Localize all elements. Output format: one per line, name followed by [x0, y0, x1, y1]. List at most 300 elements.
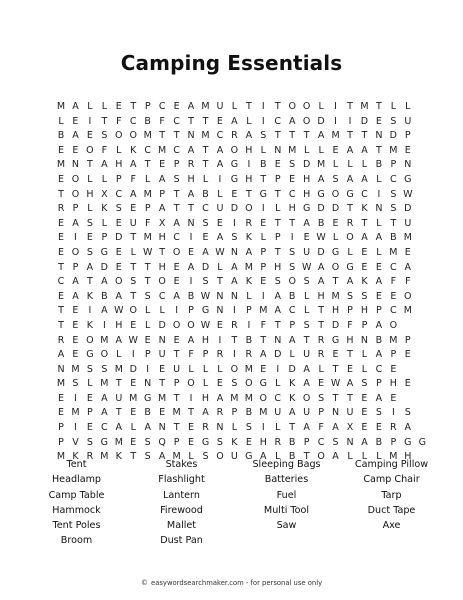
grid-letter: T [188, 115, 194, 127]
grid-letter: S [260, 130, 267, 142]
grid-letter: C [274, 392, 282, 404]
grid-letter: A [216, 232, 224, 244]
grid-letter: C [173, 144, 180, 156]
grid-letter: T [260, 334, 267, 346]
grid-letter: E [159, 159, 166, 171]
grid-letter: L [58, 115, 64, 127]
grid-letter: S [390, 203, 397, 215]
grid-letter: T [86, 159, 93, 171]
grid-letter: H [360, 305, 369, 317]
grid-letter: E [115, 101, 122, 112]
grid-letter: P [274, 232, 281, 244]
grid-letter: N [158, 422, 166, 434]
grid-letter: M [244, 392, 253, 404]
grid-letter: A [216, 159, 224, 171]
grid-letter: A [332, 422, 339, 434]
grid-letter: S [86, 436, 93, 448]
grid-letter: N [331, 407, 340, 419]
grid-letter: T [231, 334, 238, 346]
grid-letter: B [288, 451, 296, 463]
grid-letter: T [303, 334, 310, 346]
grid-letter: L [130, 422, 136, 434]
grid-letter: A [346, 173, 354, 185]
grid-letter: L [246, 290, 252, 302]
grid-letter: A [173, 217, 180, 229]
grid-letter: U [404, 217, 412, 229]
grid-letter: S [216, 436, 223, 448]
grid-letter: H [201, 392, 210, 404]
grid-letter: L [101, 101, 107, 112]
grid-letter: T [115, 407, 122, 419]
grid-letter: U [115, 392, 123, 404]
grid-letter: T [58, 188, 64, 200]
grid-letter: T [289, 217, 296, 229]
grid-letter: F [188, 349, 194, 361]
grid-letter: P [58, 422, 64, 434]
word-column [234, 457, 339, 533]
grid-letter: W [128, 334, 138, 346]
grid-letter: E [173, 101, 180, 112]
grid-letter: T [347, 203, 353, 215]
grid-letter: X [101, 188, 108, 200]
grid-row [54, 158, 414, 173]
grid-letter: M [158, 392, 167, 404]
grid-letter: E [404, 144, 411, 156]
grid-letter: S [390, 115, 397, 127]
grid-letter: A [404, 261, 412, 273]
grid-letter: B [144, 407, 151, 419]
grid-letter: B [375, 436, 383, 448]
grid-letter: E [346, 363, 353, 375]
grid-letter: N [274, 334, 282, 346]
grid-letter: N [216, 290, 224, 302]
grid-letter: A [115, 290, 123, 302]
grid-letter: A [101, 392, 108, 404]
grid-letter: A [346, 144, 354, 156]
grid-row [54, 392, 414, 407]
grid-letter: E [361, 392, 368, 404]
word-item: Camp Chair [363, 474, 420, 486]
grid-letter: T [202, 159, 209, 171]
grid-letter: I [348, 115, 352, 127]
grid-letter: I [377, 188, 381, 200]
grid-row [54, 304, 414, 319]
grid-letter: E [57, 290, 64, 302]
grid-letter: I [261, 422, 265, 434]
grid-letter: S [144, 451, 151, 463]
grid-letter: D [201, 261, 210, 273]
grid-letter: L [361, 159, 368, 171]
grid-letter: G [404, 436, 412, 448]
grid-letter: P [72, 261, 79, 273]
grid-letter: H [317, 290, 325, 302]
grid-row [54, 129, 414, 144]
grid-letter: A [303, 378, 310, 390]
grid-letter: O [115, 276, 123, 288]
grid-letter: A [346, 378, 354, 390]
grid-letter: S [231, 232, 238, 244]
grid-letter: B [288, 436, 296, 448]
grid-letter: A [260, 451, 267, 463]
grid-letter: T [101, 115, 108, 127]
grid-letter: E [361, 246, 368, 258]
grid-letter: E [216, 217, 223, 229]
grid-letter: C [216, 130, 224, 142]
grid-letter: E [57, 144, 64, 156]
grid-letter: E [216, 378, 223, 390]
grid-letter: A [375, 319, 383, 331]
grid-letter: D [317, 246, 325, 258]
grid-letter: T [115, 378, 122, 390]
grid-letter: L [361, 349, 368, 361]
grid-letter: O [115, 130, 123, 142]
grid-letter: L [188, 363, 194, 375]
grid-letter: E [86, 130, 93, 142]
grid-letter: A [158, 451, 166, 463]
grid-letter: O [172, 319, 181, 331]
grid-letter: I [88, 305, 92, 317]
grid-letter: S [101, 363, 108, 375]
grid-letter: M [114, 436, 123, 448]
grid-letter: A [86, 261, 94, 273]
grid-letter: G [418, 436, 426, 448]
grid-letter: L [231, 422, 238, 434]
grid-letter: T [347, 349, 353, 361]
grid-letter: U [216, 203, 224, 215]
grid-letter: P [188, 305, 194, 317]
grid-letter: P [101, 232, 108, 244]
grid-letter: M [403, 305, 412, 317]
grid-letter: E [86, 422, 93, 434]
grid-letter: C [144, 144, 151, 156]
grid-letter: O [158, 276, 166, 288]
grid-letter: A [231, 261, 238, 273]
grid-letter: I [74, 422, 77, 434]
grid-letter: I [74, 392, 77, 404]
grid-letter: T [86, 276, 93, 288]
grid-letter: L [303, 290, 310, 302]
grid-letter: S [72, 378, 79, 390]
grid-letter: T [318, 305, 324, 317]
grid-letter: G [302, 203, 311, 215]
grid-letter: N [187, 130, 195, 142]
grid-letter: I [276, 363, 280, 375]
grid-letter: E [115, 261, 122, 273]
grid-letter: I [189, 232, 193, 244]
grid-letter: O [245, 378, 253, 390]
grid-letter: P [274, 173, 281, 185]
grid-letter: T [245, 101, 252, 112]
grid-letter: L [361, 363, 368, 375]
grid-letter: E [260, 363, 267, 375]
grid-letter: O [317, 451, 325, 463]
grid-letter: W [330, 378, 341, 390]
grid-letter: A [231, 115, 238, 127]
grid-letter: A [245, 130, 253, 142]
grid-letter: I [232, 217, 236, 229]
grid-letter: S [130, 276, 137, 288]
grid-letter: E [245, 436, 252, 448]
grid-letter: S [318, 392, 325, 404]
grid-letter: O [404, 290, 412, 302]
grid-letter: U [158, 349, 166, 361]
grid-letter: T [173, 203, 180, 215]
grid-letter: P [173, 159, 180, 171]
grid-letter: R [317, 334, 325, 346]
grid-letter: T [173, 188, 180, 200]
grid-letter: P [390, 159, 397, 171]
word-item: Tent [66, 459, 87, 470]
grid-letter: D [317, 203, 325, 215]
grid-letter: W [301, 261, 312, 273]
grid-letter: E [159, 407, 166, 419]
grid-letter: K [130, 144, 137, 156]
grid-letter: P [404, 334, 411, 346]
grid-letter: L [347, 246, 353, 258]
grid-letter: T [202, 144, 209, 156]
grid-letter: S [202, 217, 209, 229]
grid-row [54, 217, 414, 232]
grid-letter: M [389, 334, 398, 346]
grid-letter: M [129, 392, 138, 404]
grid-letter: U [346, 407, 354, 419]
grid-letter: M [230, 392, 239, 404]
grid-letter: A [332, 451, 339, 463]
grid-letter: A [115, 334, 123, 346]
grid-letter: W [200, 290, 211, 302]
grid-letter: O [346, 232, 354, 244]
grid-row [54, 173, 414, 188]
grid-letter: N [274, 144, 282, 156]
grid-letter: E [72, 349, 79, 361]
grid-letter: G [230, 173, 239, 185]
grid-letter: L [361, 451, 368, 463]
grid-letter: M [100, 451, 109, 463]
grid-letter: G [331, 334, 340, 346]
grid-letter: T [375, 144, 382, 156]
grid-letter: T [390, 217, 397, 229]
grid-letter: P [361, 319, 368, 331]
grid-letter: D [317, 115, 325, 127]
grid-letter: G [100, 436, 109, 448]
grid-letter: L [390, 101, 396, 112]
grid-letter: R [216, 407, 224, 419]
grid-letter: D [115, 232, 123, 244]
grid-letter: E [57, 217, 64, 229]
grid-letter: O [302, 392, 311, 404]
grid-letter: L [145, 305, 151, 317]
grid-letter: F [144, 217, 151, 229]
grid-letter: P [58, 436, 64, 448]
grid-letter: T [58, 305, 64, 317]
grid-letter: E [188, 436, 195, 448]
grid-letter: C [158, 290, 166, 302]
grid-letter: L [275, 451, 281, 463]
word-item: Axe [382, 520, 401, 532]
grid-letter: K [86, 290, 93, 302]
grid-letter: S [86, 246, 93, 258]
grid-letter: T [289, 130, 296, 142]
grid-letter: E [260, 217, 267, 229]
grid-letter: O [245, 203, 253, 215]
grid-letter: E [332, 349, 339, 361]
grid-letter: K [231, 436, 238, 448]
grid-letter: P [87, 407, 93, 419]
grid-letter: P [144, 349, 151, 361]
grid-letter: T [202, 115, 209, 127]
grid-letter: E [173, 261, 180, 273]
grid-letter: E [332, 144, 339, 156]
grid-letter: L [116, 144, 122, 156]
grid-letter: B [390, 232, 397, 244]
grid-letter: H [331, 305, 340, 317]
grid-letter: L [217, 363, 223, 375]
grid-letter: O [86, 144, 94, 156]
grid-letter: T [245, 188, 252, 200]
grid-row [54, 188, 414, 203]
grid-letter: M [114, 363, 123, 375]
grid-letter: A [216, 144, 224, 156]
grid-letter: P [245, 305, 252, 317]
grid-letter: I [218, 173, 222, 185]
grid-letter: L [275, 422, 281, 434]
grid-letter: P [303, 436, 310, 448]
grid-row [54, 290, 414, 305]
grid-letter: M [259, 305, 268, 317]
word-item: Hammock [52, 504, 101, 516]
grid-letter: E [130, 319, 137, 331]
grid-letter: P [159, 188, 165, 200]
grid-letter: X [346, 422, 354, 434]
grid-letter: P [72, 203, 79, 215]
grid-letter: N [57, 363, 65, 375]
grid-letter: E [303, 232, 310, 244]
word-item: Headlamp [51, 474, 102, 486]
grid-letter: E [216, 115, 223, 127]
grid-letter: T [332, 392, 339, 404]
grid-letter: H [303, 188, 311, 200]
grid-letter: R [231, 130, 238, 142]
grid-letter: S [144, 436, 151, 448]
grid-letter: T [188, 203, 194, 215]
grid-letter: C [173, 115, 180, 127]
grid-letter: H [389, 378, 397, 390]
grid-letter: H [303, 173, 311, 185]
grid-letter: C [317, 436, 325, 448]
grid-letter: M [201, 101, 210, 112]
grid-letter: L [217, 188, 223, 200]
grid-letter: M [71, 363, 80, 375]
grid-letter: M [331, 130, 340, 142]
grid-letter: N [346, 436, 354, 448]
grid-letter: S [375, 407, 382, 419]
grid-letter: U [173, 363, 181, 375]
grid-letter: L [145, 319, 151, 331]
grid-letter: R [245, 217, 253, 229]
grid-letter: O [71, 246, 80, 258]
grid-letter: A [317, 261, 325, 273]
footer-text: easywordsearchmaker.com - for personal use only [151, 579, 323, 587]
grid-letter: G [245, 451, 253, 463]
grid-letter: A [288, 115, 296, 127]
grid-letter: C [173, 232, 180, 244]
grid-letter: L [376, 451, 382, 463]
grid-letter: S [245, 422, 252, 434]
grid-letter: L [202, 363, 209, 375]
grid-letter: M [244, 363, 253, 375]
grid-letter: F [260, 319, 267, 331]
grid-letter: T [130, 261, 137, 273]
grid-letter: M [143, 188, 152, 200]
grid-row [54, 377, 414, 392]
grid-letter: S [289, 246, 296, 258]
grid-letter: H [259, 436, 267, 448]
grid-letter: W [316, 232, 326, 244]
grid-letter: A [130, 188, 137, 200]
word-item: Firewood [160, 504, 203, 516]
grid-letter: S [115, 203, 122, 215]
grid-letter: A [361, 144, 368, 156]
grid-letter: G [201, 305, 210, 317]
grid-letter: E [332, 217, 339, 229]
grid-letter: T [375, 101, 382, 112]
grid-letter: D [158, 319, 166, 331]
grid-letter: N [216, 422, 224, 434]
grid-letter: H [158, 232, 166, 244]
grid-letter: C [115, 188, 123, 200]
word-column [24, 457, 129, 549]
grid-letter: U [303, 246, 311, 258]
grid-letter: S [332, 173, 339, 185]
grid-letter: T [130, 101, 137, 112]
grid-letter: L [101, 217, 107, 229]
grid-letter: O [71, 188, 80, 200]
grid-letter: L [303, 305, 310, 317]
copyright-icon: © [140, 579, 148, 587]
grid-letter: T [347, 130, 353, 142]
grid-letter: B [202, 188, 209, 200]
grid-letter: B [245, 407, 253, 419]
grid-letter: M [100, 334, 109, 346]
grid-letter: E [72, 319, 79, 331]
grid-letter: L [116, 349, 122, 361]
grid-letter: V [72, 436, 79, 448]
grid-letter: A [375, 349, 383, 361]
grid-letter: P [173, 378, 180, 390]
grid-letter: C [57, 276, 65, 288]
grid-letter: H [115, 159, 123, 171]
grid-letter: A [317, 173, 325, 185]
grid-row [54, 202, 414, 217]
grid-letter: T [274, 101, 281, 112]
grid-letter: E [57, 246, 64, 258]
grid-letter: E [390, 392, 397, 404]
grid-letter: E [57, 407, 64, 419]
grid-letter: D [389, 130, 397, 142]
grid-letter: P [144, 101, 151, 112]
grid-letter: S [86, 217, 93, 229]
grid-letter: I [290, 232, 294, 244]
grid-letter: I [175, 305, 178, 317]
grid-letter: H [187, 173, 195, 185]
grid-letter: L [260, 232, 266, 244]
grid-letter: D [302, 159, 311, 171]
grid-letter: L [202, 378, 209, 390]
word-item: Duct Tape [367, 504, 416, 516]
grid-letter: N [404, 159, 412, 171]
grid-letter: G [100, 246, 109, 258]
grid-letter: O [129, 305, 137, 317]
